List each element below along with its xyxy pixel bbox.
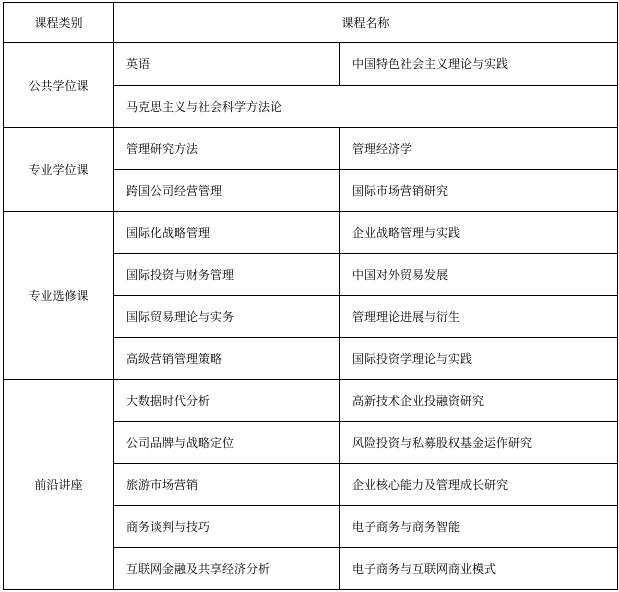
table-row — [4, 212, 618, 254]
course-cell: 电子商务与商务智能 — [340, 506, 618, 548]
table-row — [4, 128, 618, 170]
table-row — [4, 380, 618, 422]
category-cell-major-elective: 专业选修课 — [4, 212, 114, 380]
table-header-row — [4, 3, 618, 43]
category-cell-frontier-lectures: 前沿讲座 — [4, 380, 114, 590]
course-cell: 管理理论进展与衍生 — [340, 296, 618, 338]
course-cell: 中国特色社会主义理论与实践 — [340, 43, 618, 86]
course-cell: 高级营销管理策略 — [114, 338, 340, 380]
course-table — [3, 2, 618, 590]
course-cell: 国际投资学理论与实践 — [340, 338, 618, 380]
course-cell: 风险投资与私募股权基金运作研究 — [340, 422, 618, 464]
course-cell: 旅游市场营销 — [114, 464, 340, 506]
course-cell: 电子商务与互联网商业模式 — [340, 548, 618, 590]
course-cell: 企业战略管理与实践 — [340, 212, 618, 254]
header-course-category: 课程类别 — [4, 3, 114, 43]
course-cell: 商务谈判与技巧 — [114, 506, 340, 548]
course-cell: 公司品牌与战略定位 — [114, 422, 340, 464]
table-row — [4, 43, 618, 86]
course-cell: 国际市场营销研究 — [340, 170, 618, 212]
course-cell: 高新技术企业投融资研究 — [340, 380, 618, 422]
course-cell: 国际投资与财务管理 — [114, 254, 340, 296]
course-cell: 大数据时代分析 — [114, 380, 340, 422]
category-cell-major-degree: 专业学位课 — [4, 128, 114, 212]
course-cell: 管理研究方法 — [114, 128, 340, 170]
course-cell: 马克思主义与社会科学方法论 — [114, 86, 618, 129]
header-course-name: 课程名称 — [114, 3, 618, 43]
course-cell: 互联网金融及共享经济分析 — [114, 548, 340, 590]
course-cell: 跨国公司经营管理 — [114, 170, 340, 212]
course-cell: 国际贸易理论与实务 — [114, 296, 340, 338]
course-cell: 英语 — [114, 43, 340, 86]
category-cell-public-degree: 公共学位课 — [4, 43, 114, 128]
course-cell: 企业核心能力及管理成长研究 — [340, 464, 618, 506]
course-cell: 管理经济学 — [340, 128, 618, 170]
course-cell: 国际化战略管理 — [114, 212, 340, 254]
course-cell: 中国对外贸易发展 — [340, 254, 618, 296]
